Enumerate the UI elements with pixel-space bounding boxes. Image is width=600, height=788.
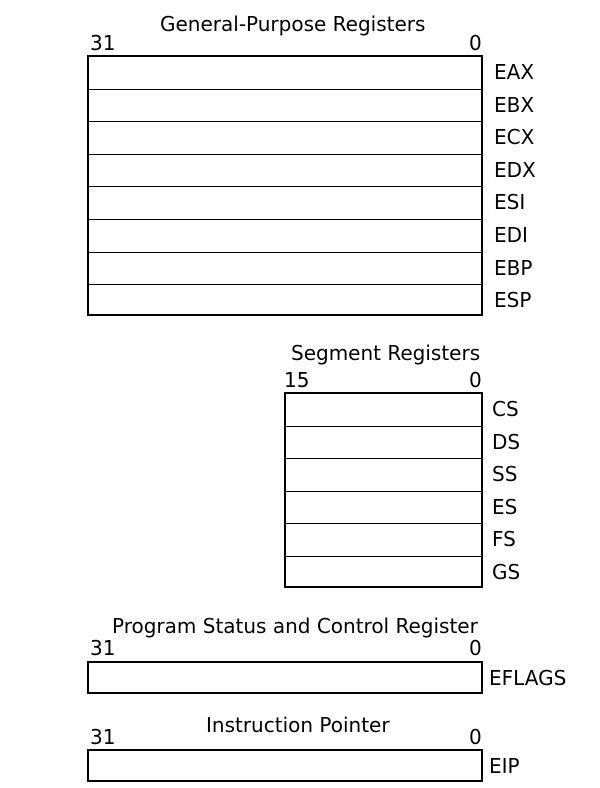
gpr-high-bit: 31 [90,31,116,55]
segment-register-label-fs: FS [492,527,516,552]
eflags-register-box [87,661,483,694]
segment-register-row [286,427,481,460]
eip-register-box [87,749,483,782]
eip-title: Instruction Pointer [206,713,390,737]
segment-register-label-gs: GS [492,560,521,584]
gpr-register-label-ebx: EBX [494,92,535,117]
segment-high-bit: 15 [284,368,310,392]
segment-register-label-cs: CS [492,397,519,421]
segment-register-box [284,392,483,588]
eflags-high-bit: 31 [90,636,116,660]
gpr-register-label-ebp: EBP [494,255,533,280]
gpr-register-label-ecx: ECX [494,125,535,150]
gpr-register-row [89,285,481,314]
eflags-label: EFLAGS [489,666,567,690]
eip-label: EIP [489,754,520,778]
segment-low-bit: 0 [469,368,482,392]
gpr-register-row [89,253,481,286]
gpr-title: General-Purpose Registers [160,12,426,36]
gpr-register-row [89,122,481,155]
segment-register-row [286,557,481,586]
segment-register-row [286,394,481,427]
gpr-register-row [89,187,481,220]
segment-register-row [286,524,481,557]
gpr-register-label-esi: ESI [494,190,526,215]
segment-register-label-es: ES [492,494,518,519]
gpr-register-label-eax: EAX [494,60,535,84]
gpr-register-row [89,155,481,188]
gpr-register-row [89,220,481,253]
gpr-register-label-esp: ESP [494,288,532,313]
gpr-register-row [89,90,481,123]
segment-title: Segment Registers [291,341,481,365]
gpr-register-box [87,55,483,316]
eip-low-bit: 0 [469,725,482,749]
segment-register-label-ds: DS [492,429,521,454]
gpr-register-label-edi: EDI [494,223,528,247]
segment-register-row [286,459,481,492]
eflags-low-bit: 0 [469,636,482,660]
gpr-register-label-edx: EDX [494,157,536,182]
gpr-register-row [89,57,481,90]
segment-register-label-ss: SS [492,462,518,487]
eflags-title: Program Status and Control Register [112,614,478,638]
eip-high-bit: 31 [90,725,116,749]
gpr-low-bit: 0 [469,31,482,55]
segment-register-row [286,492,481,525]
